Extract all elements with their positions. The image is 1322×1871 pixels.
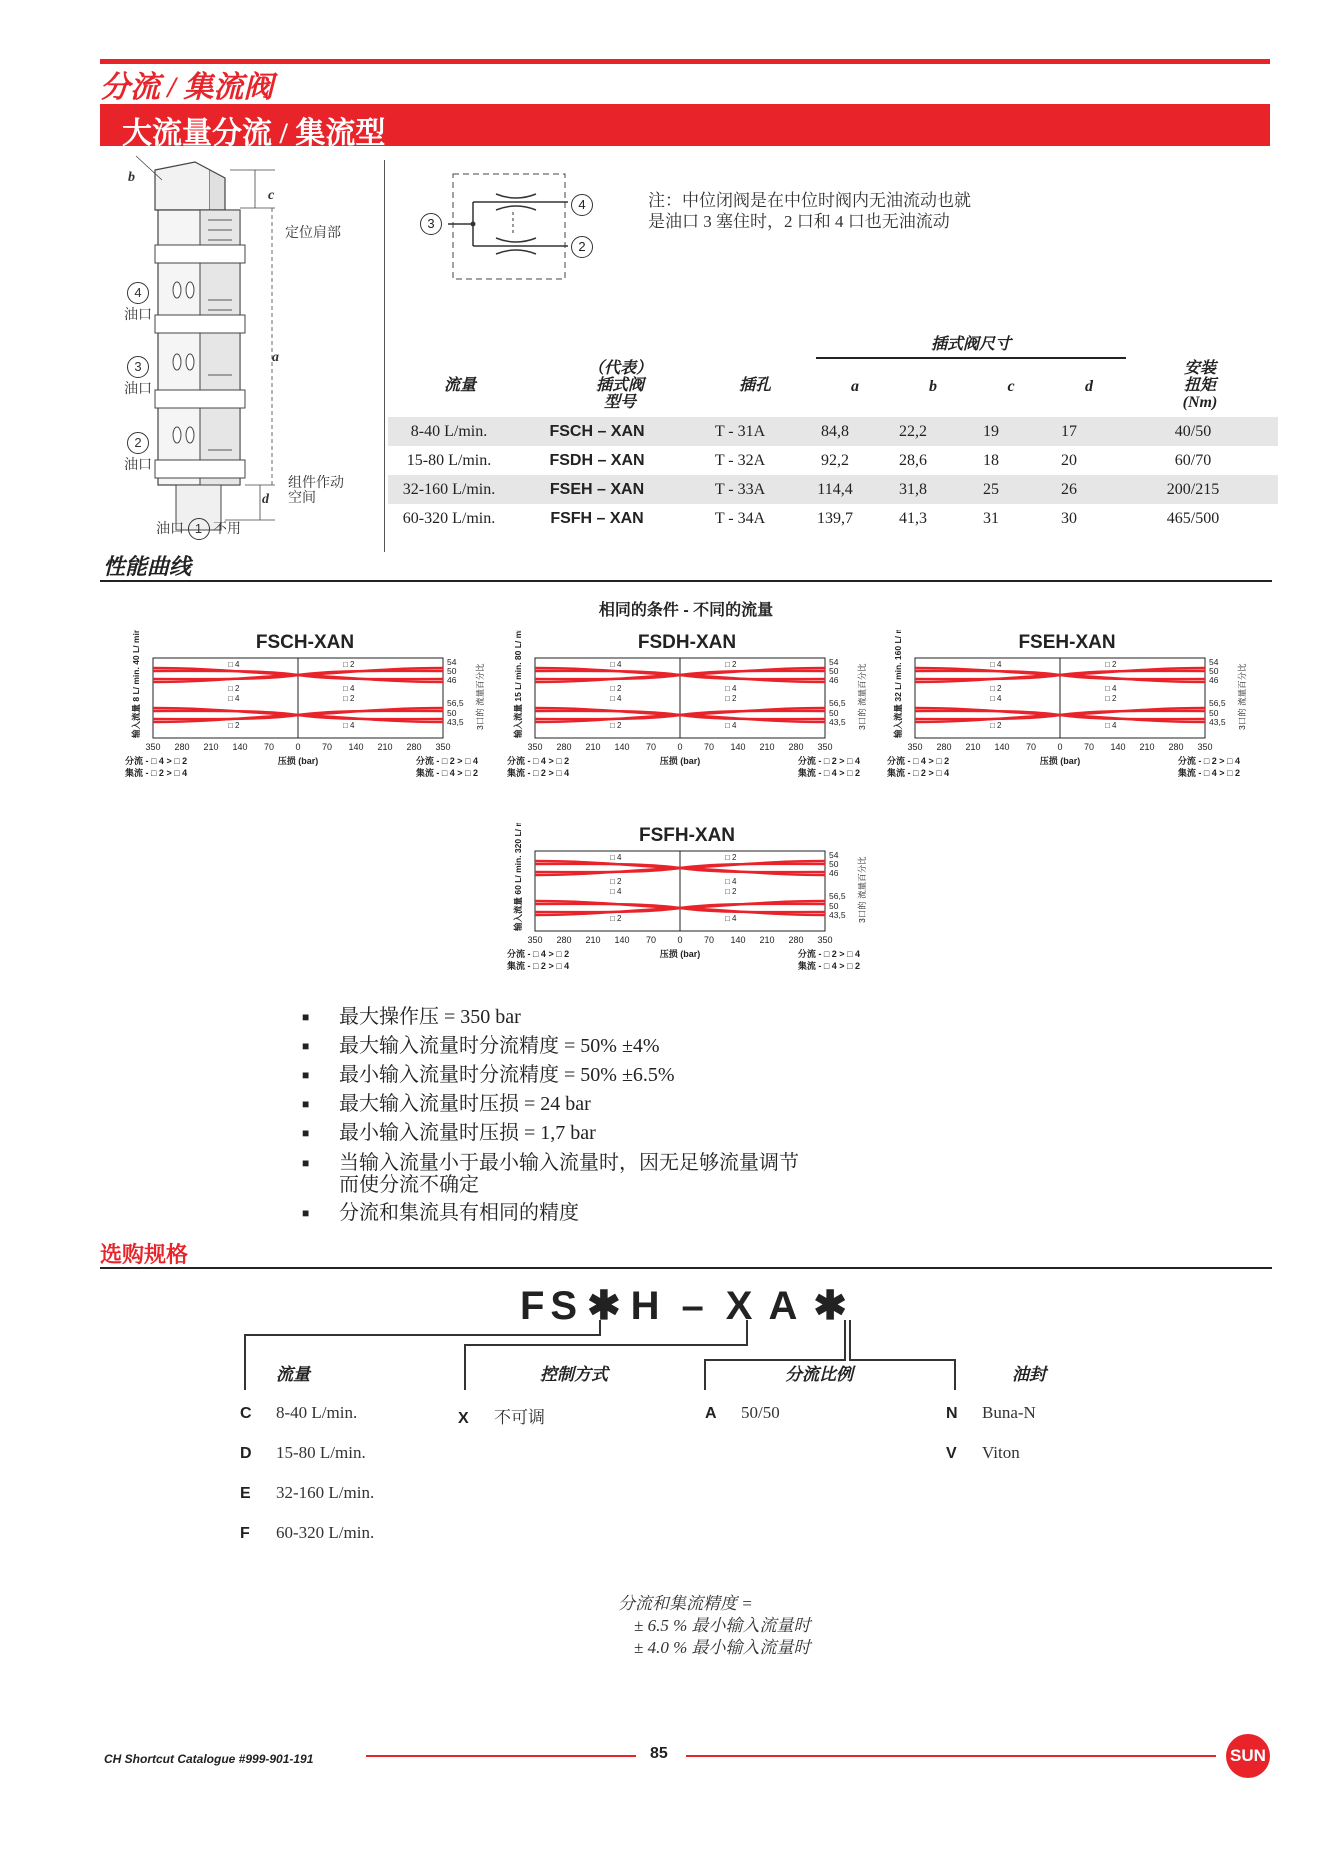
- col-b: b: [929, 378, 937, 395]
- port-label: □ 2: [610, 914, 622, 923]
- option-item: X 不可调: [458, 1408, 545, 1427]
- legend-right: 集流 - □ 4 > □ 2: [1177, 768, 1240, 778]
- port-label: □ 2: [725, 887, 737, 896]
- right-tick-label: 56,5: [447, 698, 464, 708]
- x-tick-label: 140: [232, 742, 248, 752]
- x-tick-label: 70: [703, 935, 715, 945]
- right-tick-label: 50: [447, 666, 457, 676]
- port-label: □ 4: [228, 660, 240, 669]
- col-flow: 流量: [443, 377, 476, 394]
- x-tick-label: 280: [556, 742, 572, 752]
- table-row: 32-160 L/min. FSEH – XAN T - 33A 114,4 31,8 25 26 200/215: [388, 475, 1278, 504]
- performance-rule: [100, 580, 1272, 582]
- port-label: □ 4: [610, 694, 622, 703]
- legend-left: 分流 - □ 4 > □ 2: [507, 756, 570, 766]
- right-tick-label: 43,5: [447, 717, 464, 727]
- right-tick-label: 54: [447, 657, 457, 667]
- x-tick-label: 140: [730, 742, 746, 752]
- port-label: □ 4: [990, 694, 1002, 703]
- footer-rule-left: [366, 1755, 636, 1757]
- right-tick-label: 43,5: [829, 910, 846, 920]
- right-tick-label: 46: [447, 675, 457, 685]
- port-1-callout: 油口 1 不用: [156, 518, 241, 540]
- port-label: □ 4: [725, 877, 737, 886]
- right-tick-label: 56,5: [829, 891, 846, 901]
- port-label: □ 4: [610, 853, 622, 862]
- option-item: C 8-40 L/min.: [240, 1403, 358, 1422]
- right-tick-label: 43,5: [829, 717, 846, 727]
- dim-label-b: b: [128, 170, 135, 185]
- right-tick-label: 46: [1209, 675, 1219, 685]
- option-group-flow: [240, 1360, 480, 1543]
- dim-label-d: d: [262, 492, 269, 507]
- x-axis-label: 压损 (bar): [659, 949, 701, 959]
- port-4-circle: 4: [127, 282, 149, 304]
- port-label: □ 4: [610, 660, 622, 669]
- page-number: 85: [650, 1745, 668, 1762]
- legend-right: 集流 - □ 4 > □ 2: [797, 961, 860, 971]
- x-tick-label: 350: [527, 742, 543, 752]
- port-label: □ 2: [343, 660, 355, 669]
- legend-right: 集流 - □ 4 > □ 2: [797, 768, 860, 778]
- port-label: □ 4: [990, 660, 1002, 669]
- x-tick-label: 210: [377, 742, 393, 752]
- chart-svg: [125, 630, 485, 805]
- x-tick-label: 350: [435, 742, 451, 752]
- port-label: □ 2: [725, 660, 737, 669]
- x-axis-label: 压损 (bar): [277, 756, 319, 766]
- y-axis-label: 输入流量 60 L/ min. 320 L/ min.: [513, 823, 523, 931]
- port-label: □ 2: [610, 721, 622, 730]
- legend-right: 分流 - □ 2 > □ 4: [415, 756, 478, 766]
- work-space-label: 组件作动 空间: [288, 476, 344, 506]
- x-tick-label: 140: [614, 742, 630, 752]
- dim-label-a: a: [272, 350, 279, 365]
- dimensions-table: [388, 417, 1278, 533]
- port-label: □ 2: [725, 694, 737, 703]
- page-title: 分流 / 集流阀: [100, 71, 274, 104]
- group-title: 控制方式: [540, 1365, 608, 1384]
- option-group-ratio: [705, 1360, 945, 1423]
- table-row: 60-320 L/min. FSFH – XAN T - 34A 139,7 41,3 31 30 465/500: [402, 509, 1220, 527]
- spec-item: ■ 当输入流量小于最小输入流量时，因无足够流量调节 而使分流不确定: [302, 1152, 799, 1196]
- right-tick-label: 50: [1209, 708, 1219, 718]
- y-axis-label: 输入流量 8 L/ min. 40 L/ min.: [131, 630, 141, 738]
- right-tick-label: 43,5: [1209, 717, 1226, 727]
- y-axis-label: 输入流量 32 L/ min. 160 L/ min.: [893, 630, 903, 738]
- x-tick-label: 210: [585, 742, 601, 752]
- spec-item: ■ 最小输入流量时分流精度 = 50% ±6.5%: [302, 1064, 675, 1086]
- legend-left: 分流 - □ 4 > □ 2: [507, 949, 570, 959]
- right-tick-label: 46: [829, 868, 839, 878]
- spec-item: ■ 最小输入流量时压损 = 1,7 bar: [302, 1122, 596, 1144]
- x-tick-label: 0: [677, 742, 683, 752]
- col-d: d: [1085, 378, 1093, 395]
- port-label: □ 2: [1105, 694, 1117, 703]
- y2-axis-label: 3口的 流量百分比: [857, 663, 867, 730]
- port-3-callout: 3 油口: [124, 356, 152, 398]
- top-rule: [100, 59, 1270, 64]
- col-model: （代表） 插式阀 型号: [587, 360, 652, 411]
- port-1-circle: 1: [188, 518, 210, 540]
- x-tick-label: 140: [614, 935, 630, 945]
- accuracy-note: 分流和集流精度 = ± 6.5 % 最小输入流量时 ± 4.0 % 最小输入流量时: [618, 1594, 811, 1657]
- option-item: N Buna-N: [946, 1403, 1036, 1422]
- x-tick-label: 70: [645, 935, 657, 945]
- chart-fsdh: [507, 630, 867, 805]
- right-tick-label: 50: [829, 901, 839, 911]
- x-tick-label: 0: [677, 935, 683, 945]
- port-label: □ 2: [343, 694, 355, 703]
- right-tick-label: 50: [829, 859, 839, 869]
- spec-list: [297, 1003, 917, 1228]
- right-tick-label: 54: [1209, 657, 1219, 667]
- chart-title: FSCH-XAN: [255, 632, 355, 653]
- port-label: □ 2: [1105, 660, 1117, 669]
- dims-group-rule: [816, 357, 1126, 359]
- option-item: D 15-80 L/min.: [240, 1443, 366, 1462]
- x-tick-label: 350: [817, 935, 833, 945]
- x-tick-label: 70: [645, 742, 657, 752]
- x-tick-label: 280: [936, 742, 952, 752]
- chart-title: FSDH-XAN: [637, 632, 737, 653]
- port-label: □ 4: [725, 721, 737, 730]
- port-label: □ 2: [228, 684, 240, 693]
- option-item: F 60-320 L/min.: [240, 1523, 375, 1542]
- x-tick-label: 210: [759, 935, 775, 945]
- option-item: V Viton: [946, 1443, 1020, 1462]
- right-tick-label: 50: [1209, 666, 1219, 676]
- port-label: □ 4: [610, 887, 622, 896]
- legend-left: 集流 - □ 2 > □ 4: [887, 768, 950, 778]
- port-label: □ 4: [343, 721, 355, 730]
- x-tick-label: 140: [348, 742, 364, 752]
- legend-right: 集流 - □ 4 > □ 2: [415, 768, 478, 778]
- port-label: □ 2: [610, 684, 622, 693]
- sun-logo: SUN: [1226, 1734, 1270, 1778]
- x-axis-label: 压损 (bar): [1039, 756, 1081, 766]
- chart-svg: [887, 630, 1247, 805]
- dim-label-c: c: [268, 188, 275, 203]
- x-tick-label: 210: [965, 742, 981, 752]
- chart-title: FSFH-XAN: [638, 825, 736, 846]
- x-tick-label: 210: [585, 935, 601, 945]
- x-tick-label: 0: [295, 742, 301, 752]
- spec-item: ■ 最大输入流量时分流精度 = 50% ±4%: [302, 1035, 660, 1057]
- chart-svg: [507, 823, 867, 998]
- legend-right: 分流 - □ 2 > □ 4: [1177, 756, 1240, 766]
- x-tick-label: 350: [817, 742, 833, 752]
- port-label: □ 4: [343, 684, 355, 693]
- schematic-port-3: 3: [420, 213, 442, 235]
- col-c: c: [1007, 378, 1015, 395]
- legend-right: 分流 - □ 2 > □ 4: [797, 949, 860, 959]
- legend-left: 分流 - □ 4 > □ 2: [125, 756, 188, 766]
- x-tick-label: 70: [703, 742, 715, 752]
- x-tick-label: 280: [174, 742, 190, 752]
- right-tick-label: 50: [829, 666, 839, 676]
- x-tick-label: 210: [1139, 742, 1155, 752]
- y2-axis-label: 3口的 流量百分比: [1237, 663, 1247, 730]
- right-tick-label: 50: [447, 708, 457, 718]
- group-title: 油封: [1012, 1365, 1046, 1384]
- port-3-circle: 3: [127, 356, 149, 378]
- ordering-rule: [100, 1267, 1272, 1269]
- x-tick-label: 280: [406, 742, 422, 752]
- legend-left: 集流 - □ 2 > □ 4: [507, 961, 570, 971]
- x-tick-label: 210: [759, 742, 775, 752]
- x-tick-label: 350: [1197, 742, 1213, 752]
- port-label: □ 2: [725, 853, 737, 862]
- x-tick-label: 350: [145, 742, 161, 752]
- y-axis-label: 输入流量 15 L/ min. 80 L/ min.: [513, 630, 523, 738]
- right-tick-label: 46: [829, 675, 839, 685]
- y2-axis-label: 3口的 流量百分比: [475, 663, 485, 730]
- schematic-port-4: 4: [571, 194, 593, 216]
- x-tick-label: 280: [788, 742, 804, 752]
- port-label: □ 2: [228, 721, 240, 730]
- footer-catalogue: CH Shortcut Catalogue #999-901-191: [104, 1752, 314, 1766]
- group-title: 分流比例: [785, 1365, 853, 1384]
- port-2-circle: 2: [127, 432, 149, 454]
- chart-title: FSEH-XAN: [1018, 632, 1116, 653]
- right-tick-label: 56,5: [829, 698, 846, 708]
- vertical-divider: [384, 160, 385, 552]
- ordering-heading: 选购规格: [100, 1242, 189, 1267]
- x-tick-label: 70: [1025, 742, 1037, 752]
- x-tick-label: 140: [1110, 742, 1126, 752]
- x-tick-label: 140: [730, 935, 746, 945]
- x-tick-label: 140: [994, 742, 1010, 752]
- code-flow-placeholder: ✱: [587, 1284, 627, 1328]
- performance-heading: 性能曲线: [103, 554, 192, 579]
- x-tick-label: 280: [556, 935, 572, 945]
- spec-item: ■ 最大操作压 = 350 bar: [302, 1006, 521, 1028]
- x-tick-label: 70: [321, 742, 333, 752]
- footer-rule-right: [686, 1755, 1216, 1757]
- chart-fsfh: [507, 823, 867, 998]
- table-row: 8-40 L/min. FSCH – XAN T - 31A 84,8 22,2 19 17 40/50: [388, 417, 1278, 446]
- table-row: 15-80 L/min. FSDH – XAN T - 32A 92,2 28,6 18 20 60/70: [406, 451, 1212, 469]
- port-label: □ 2: [990, 684, 1002, 693]
- right-tick-label: 54: [829, 657, 839, 667]
- legend-left: 分流 - □ 4 > □ 2: [887, 756, 950, 766]
- hydraulic-symbol: [418, 172, 598, 282]
- x-tick-label: 70: [263, 742, 275, 752]
- code-seal-placeholder: ✱: [813, 1284, 853, 1328]
- option-group-control: [458, 1360, 698, 1428]
- x-tick-label: 210: [203, 742, 219, 752]
- option-item: A 50/50: [705, 1403, 780, 1422]
- y2-axis-label: 3口的 流量百分比: [857, 856, 867, 923]
- chart-fsch: [125, 630, 485, 805]
- legend-left: 集流 - □ 2 > □ 4: [507, 768, 570, 778]
- legend-right: 分流 - □ 2 > □ 4: [797, 756, 860, 766]
- x-axis-label: 压损 (bar): [659, 756, 701, 766]
- model-code: FS ✱ H – X A ✱: [520, 1284, 853, 1328]
- port-label: □ 4: [1105, 721, 1117, 730]
- spec-item: ■ 分流和集流具有相同的精度: [302, 1202, 579, 1224]
- right-tick-label: 54: [829, 850, 839, 860]
- col-a: a: [851, 378, 859, 395]
- option-group-seal: [946, 1360, 1186, 1463]
- x-tick-label: 280: [1168, 742, 1184, 752]
- port-label: □ 4: [228, 694, 240, 703]
- chart-svg: [507, 630, 867, 805]
- option-item: E 32-160 L/min.: [240, 1483, 375, 1502]
- chart-fseh: [887, 630, 1247, 805]
- port-label: □ 4: [1105, 684, 1117, 693]
- x-tick-label: 350: [527, 935, 543, 945]
- performance-subtitle: 相同的条件 - 不同的流量: [598, 602, 774, 619]
- x-tick-label: 280: [788, 935, 804, 945]
- spec-item: ■ 最大输入流量时压损 = 24 bar: [302, 1093, 591, 1115]
- x-tick-label: 70: [1083, 742, 1095, 752]
- group-title: 流量: [276, 1365, 310, 1384]
- legend-left: 集流 - □ 2 > □ 4: [125, 768, 188, 778]
- col-cavity: 插孔: [738, 377, 771, 394]
- port-label: □ 4: [725, 684, 737, 693]
- dims-group-header: 插式阀尺寸: [930, 336, 1011, 353]
- shoulder-label: 定位肩部: [285, 226, 341, 241]
- right-tick-label: 50: [829, 708, 839, 718]
- schematic-port-2: 2: [571, 236, 593, 258]
- right-tick-label: 56,5: [1209, 698, 1226, 708]
- port-label: □ 2: [610, 877, 622, 886]
- port-2-callout: 2 油口: [124, 432, 152, 474]
- x-tick-label: 0: [1057, 742, 1063, 752]
- port-4-callout: 4 油口: [124, 282, 152, 324]
- x-tick-label: 350: [907, 742, 923, 752]
- port-label: □ 4: [725, 914, 737, 923]
- col-torque: 安装 扭矩 (Nm): [1182, 360, 1218, 411]
- port-label: □ 2: [990, 721, 1002, 730]
- note-text: 注：中位闭阀是在中位时阀内无油流动也就 是油口 3 塞住时，2 口和 4 口也无油流动: [648, 191, 971, 231]
- section-title: 大流量分流 / 集流型: [122, 117, 386, 150]
